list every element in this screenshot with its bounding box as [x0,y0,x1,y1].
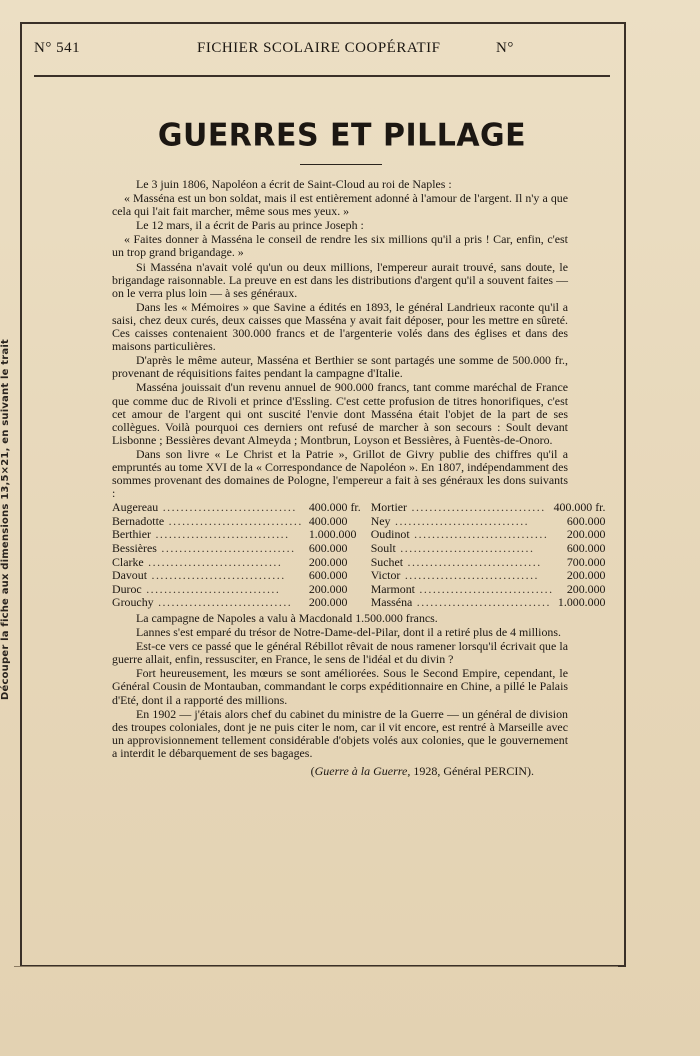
paragraph: Si Masséna n'avait volé qu'un ou deux millions, l'empereur aurait trouvé, sans doute, le brigandage raisonnable. La preuve en est dans les distributions d'argent qu'il a souvent faites — on le verra plus loin — à ses généraux. [112,259,568,300]
paragraph: Le 12 mars, il a écrit de Paris au prince Joseph : [136,218,364,233]
leader-dots: .............................. [141,582,281,596]
leader-dots: .............................. [158,501,297,515]
general-name: Ney [370,514,391,528]
article-body [112,177,606,779]
dons-row [112,596,605,610]
paragraph: D'après le même auteur, Masséna et Berthier se sont partagés une somme de 500.000 fr., provenant de réquisitions faites pendant la campagne d'Italie. [112,353,568,381]
credit-open: ( [310,764,315,779]
general-name: Oudinot [370,528,410,542]
general-name: Bessières [112,542,157,556]
paragraph: « Masséna est un bon soldat, mais il est entièrement adonné à l'amour de l'argent. Il n'y a que cela qui l'ait fait marcher, même sous mes yeux. » [112,191,568,219]
leader-dots: .............................. [409,528,549,542]
paragraph: Est-ce vers ce passé que le général Rébillot rêvait de nous ramener lorsqu'il écrivait que la guerre allait, enfin, ressusciter, en France, le sens de l'idéal et du divin ? [112,639,568,667]
gift-amount: 200.000 [308,595,348,610]
leader-dots: .............................. [143,555,283,569]
dons-row [112,583,605,597]
leader-dots: .............................. [390,514,530,528]
general-name: Masséna [370,596,413,610]
general-name: Soult [370,542,396,556]
paragraph: En 1902 — j'étais alors chef du cabinet du ministre de la Guerre — un général de division des troupes coloniales, dont je ne puis citer le nom, car il vit encore, est rentré à Marseille avec un approvisionnement tellement considérable d'objets volés aux colonies, que le gouvernement a interdit le débarquement de ses bagages. [112,706,568,760]
gift-amount: 200.000 [566,568,606,583]
leader-dots: .............................. [164,514,303,528]
leader-dots: .............................. [150,528,290,542]
gift-amount: 400.000 fr. [553,500,606,515]
dons-row [112,556,605,570]
gift-amount: 600.000 [308,541,348,556]
general-name: Grouchy [112,596,154,610]
dons-table [112,501,605,610]
leader-dots: .............................. [153,596,293,610]
gift-amount: 400.000 fr. [308,500,361,515]
source-credit [112,765,568,778]
paragraph: Dans son livre « Le Christ et la Patrie », Grillot de Givry publie des chiffres qu'il a empruntés au tome XVI de la « Correspondance de Napoléon ». En 1807, indépendamment des sommes provenant des domaines de Pologne, l'empereur a fait à ses généraux les dons suivants : [112,446,568,501]
leader-dots: .............................. [147,569,286,583]
paragraph: Dans les « Mémoires » que Savine a édités en 1893, le général Landrieux raconte qu'il a saisi, chez deux curés, deux caisses que Masséna y avait fait déposer, pour les mettre en sûreté. Ces caisses contenaient 300.000 francs et de l'argenterie volés dans des églises et dans des maisons particulières. [112,299,568,354]
gift-amount: 1.000.000 [557,595,606,610]
card-number: N° 541 [34,40,81,56]
general-name: Augereau [112,501,159,515]
gift-amount: 200.000 [566,581,606,596]
general-name: Suchet [370,555,404,569]
gift-amount: 700.000 [566,554,606,569]
dons-row [112,528,605,542]
general-name: Davout [112,569,148,583]
credit-work: Guerre à la Guerre, [314,764,411,779]
gift-amount: 400.000 [308,513,348,528]
paragraph: Le 3 juin 1806, Napoléon a écrit de Saint-Cloud au roi de Naples : [136,177,452,191]
gift-amount: 600.000 [566,513,606,528]
gift-amount: 600.000 [566,541,606,556]
header-no-label: N° [496,40,514,56]
header [34,40,610,62]
leader-dots: .............................. [156,542,296,556]
page-title: GUERRES ET PILLAGE [157,117,527,154]
paragraph: « Faites donner à Masséna le conseil de rendre les six millions qu'il a pris ! Car, enfin, c'est un trop grand brigandage. » [112,232,568,260]
paragraph: Lannes s'est emparé du trésor de Notre-Dame-del-Pilar, dont il a retiré plus de 4 millions. [136,625,561,640]
general-name: Marmont [370,582,415,596]
leader-dots: .............................. [395,542,535,556]
paragraph: Fort heureusement, les mœurs se sont améliorées. Sous le Second Empire, cependant, le Général Cousin de Montauban, commandant le corps expéditionnaire en Chine, a pillé le Palais d'Eté, dont il a rapporté des millions. [112,666,568,707]
side-instruction [0,300,14,700]
bottom-divider [14,966,618,967]
dons-row [112,542,605,556]
general-name: Victor [370,569,401,583]
dons-row [112,501,605,515]
general-name: Bernadotte [112,514,165,528]
gift-amount: 600.000 [308,568,348,583]
general-name: Clarke [112,555,144,569]
header-title: FICHIER SCOLAIRE COOPÉRATIF [197,40,441,56]
gift-amount: 200.000 [308,554,348,569]
leader-dots: .............................. [407,501,546,515]
paragraphs-before [112,178,568,500]
header-divider [34,75,610,77]
general-name: Mortier [370,501,408,515]
leader-dots: .............................. [412,596,551,610]
gift-amount: 1.000.000 [308,527,357,542]
dons-row [112,569,605,583]
paragraphs-after [112,612,568,760]
general-name: Duroc [112,582,142,596]
gift-amount: 200.000 [308,581,348,596]
paragraph: La campagne de Napoles a valu à Macdonald 1.500.000 francs. [136,611,438,625]
dons-row [112,515,605,529]
side-instruction-text: Découper la fiche aux dimensions 13,5×21, en suivant le trait [0,339,11,700]
paragraph: Masséna jouissait d'un revenu annuel de 900.000 francs, tant comme maréchal de France que comme duc de Rivoli et prince d'Essling. C'est cette profusion de titres honorifiques, c'est cet amour de l'argent qui ont suscité l'envie dont Masséna était l'objet de la part de ses collègues. Voilà pourquoi ces derniers ont refusé de marcher à son secours : Soult devant Lisbonne ; Bessières devant Almeyda ; Montbrun, Loyson et Bessières, à Fuentès-de-Onoro. [112,380,568,447]
leader-dots: .............................. [414,582,554,596]
leader-dots: .............................. [400,569,540,583]
general-name: Berthier [112,528,151,542]
title-underline [300,164,382,165]
credit-rest: 1928, Général PERCIN). [410,764,534,779]
leader-dots: .............................. [403,555,542,569]
gift-amount: 200.000 [566,527,606,542]
